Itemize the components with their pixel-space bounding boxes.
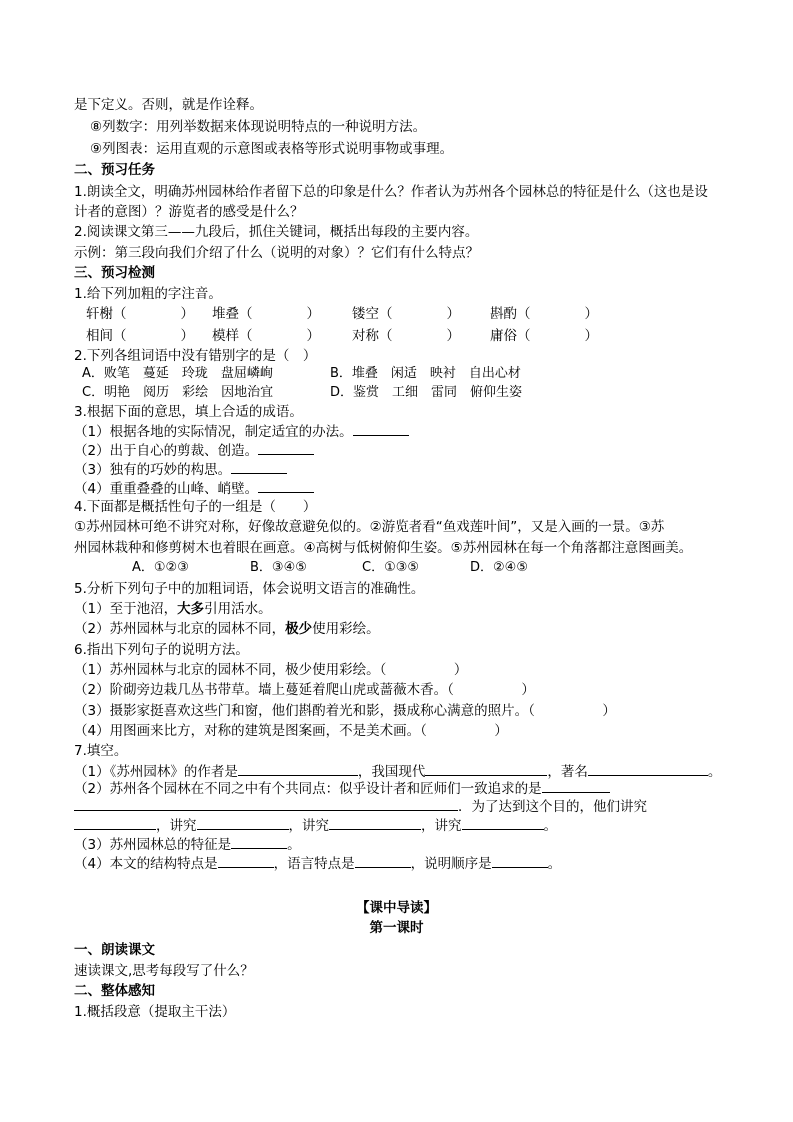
item-text: （4）重重叠叠的山峰、峭壁。 [74, 481, 259, 497]
text-line: ①苏州园林可绝不讲究对称，好像故意避免似的。②游览者看“鱼戏莲叶间”，又是入画的一景。③苏 [74, 519, 665, 535]
item-text: ，讲究 [421, 818, 462, 834]
question: 1.给下列加粗的字注音。 [74, 286, 222, 302]
text-line: 1.朗读全文，明确苏州园林给作者留下总的印象是什么？作者认为苏州各个园林总的特征是什么（这也是设 [74, 184, 708, 200]
option: A．①②③ [132, 560, 189, 575]
answer-blank[interactable] [258, 478, 314, 493]
item-text: ，著名 [547, 764, 588, 780]
item-text: （1）《苏州园林》的作者是 [74, 764, 238, 780]
answer-blank[interactable] [425, 761, 547, 776]
item-text: ，我国现代 [357, 764, 426, 780]
text-line: 速读课文,思考每段写了什么？ [74, 963, 254, 979]
section-banner: 【课中导读】 [356, 900, 437, 916]
item-text: 。 [287, 837, 301, 853]
answer-blank[interactable] [258, 440, 314, 455]
answer-blank[interactable] [218, 853, 274, 868]
option: C．明艳 阅历 彩绘 因地治宜 [82, 385, 274, 400]
bold-word: 极少 [285, 621, 313, 637]
text-line: 州园林栽种和修剪树木也着眼在画意。④高树与低树俯仰生姿。⑤苏州园林在每一个角落都注意图画美。 [74, 540, 693, 556]
item-text: 引用活水。 [204, 601, 272, 617]
pinyin-item: 镂空（ ） [352, 306, 460, 322]
answer-blank[interactable] [355, 853, 411, 868]
pinyin-item: 堆叠（ ） [212, 306, 320, 322]
question: 3.根据下面的意思，填上合适的成语。 [74, 404, 303, 420]
answer-blank[interactable] [231, 459, 287, 474]
text-line [74, 853, 561, 874]
text-line: 2.阅读课文第三——九段后，抓住关键词，概括出每段的主要内容。 [74, 224, 479, 240]
text-line: （4）用图画来比方，对称的建筑是图案画，不是美术画。（ ） [74, 723, 508, 739]
question: 4.下面都是概括性句子的一组是（ ） [74, 499, 317, 515]
pinyin-item: 对称（ ） [352, 328, 460, 344]
option: D．②④⑤ [470, 560, 528, 575]
option: B．堆叠 闲适 映衬 自出心材 [330, 366, 521, 381]
item-text: （2）出于自心的剪裁、创造。 [74, 443, 259, 459]
text-line [74, 421, 409, 442]
text-line: （2）阶砌旁边栽几丛书带草。墙上蔓延着爬山虎或蔷薇木香。（ ） [74, 682, 535, 698]
text-line [74, 440, 314, 461]
text-line: 计者的意图）？游览者的感受是什么？ [74, 204, 304, 220]
item-text: （3）苏州园林总的特征是 [74, 837, 232, 853]
item-text: （1）根据各地的实际情况，制定适宜的办法。 [74, 424, 353, 440]
item-text: （3）独有的巧妙的构思。 [74, 462, 232, 478]
answer-blank[interactable] [238, 761, 358, 776]
text-line: ⑨列图表：运用直观的示意图或表格等形式说明事物或事理。 [90, 141, 454, 157]
item-text: 使用彩绘。 [312, 621, 380, 637]
answer-blank[interactable] [353, 421, 409, 436]
item-text: ，讲究 [288, 818, 329, 834]
text-line: （3）摄影家挺喜欢这些门和窗，他们斟酌着光和影，摄成称心满意的照片。（ ） [74, 703, 616, 719]
text-line [74, 459, 287, 480]
text-line: ⑧列数字：用列举数据来体现说明特点的一种说明方法。 [90, 119, 427, 135]
text-line [74, 599, 272, 619]
item-text: ，讲究 [156, 818, 197, 834]
bold-word: 大多 [177, 601, 205, 617]
item-text: （2）苏州各个园林在不同之中有个共同点：似乎设计者和匠师们一致追求的是 [74, 781, 542, 797]
lesson-title: 第一课时 [369, 920, 424, 936]
answer-blank[interactable] [588, 761, 708, 776]
text-line [74, 478, 314, 499]
pinyin-item: 模样（ ） [212, 328, 320, 344]
section-heading: 三、预习检测 [74, 265, 155, 281]
answer-blank[interactable] [74, 796, 458, 811]
text-line [74, 834, 301, 855]
answer-blank[interactable] [197, 815, 289, 830]
item-text: （2）苏州园林与北京的园林不同， [74, 621, 286, 637]
option: D．鉴赏 工细 雷同 俯仰生姿 [330, 385, 523, 400]
item-text: 。 [707, 764, 722, 780]
text-line: 是下定义。否则，就是作诠释。 [74, 97, 263, 113]
question: 5.分析下列句子中的加粗词语，体会说明文语言的准确性。 [74, 581, 425, 597]
text-line: 示例：第三段向我们介绍了什么（说明的对象）？它们有什么特点？ [74, 245, 479, 261]
item-text: ，说明顺序是 [410, 856, 492, 872]
answer-blank[interactable] [329, 815, 421, 830]
item-text: ．为了达到这个目的，他们讲究 [458, 799, 647, 815]
item-text: ，语言特点是 [273, 856, 355, 872]
text-line [74, 619, 380, 639]
answer-blank[interactable] [542, 778, 610, 793]
item-text: （4）本文的结构特点是 [74, 856, 218, 872]
item-text: 。 [547, 856, 562, 872]
question: 2.下列各组词语中没有错别字的是（ ） [74, 348, 317, 364]
pinyin-item: 相间（ ） [86, 328, 194, 344]
question: 6.指出下列句子的说明方法。 [74, 642, 249, 658]
answer-blank[interactable] [462, 815, 544, 830]
pinyin-item: 斟酌（ ） [490, 306, 598, 322]
section-heading: 二、整体感知 [74, 983, 155, 999]
answer-blank[interactable] [492, 853, 548, 868]
item-text: （1）至于池沼， [74, 601, 178, 617]
text-line [74, 815, 557, 836]
text-line: （1）苏州园林与北京的园林不同，极少使用彩绘。（ ） [74, 662, 468, 678]
question: 7.填空。 [74, 743, 128, 759]
pinyin-item: 庸俗（ ） [490, 328, 598, 344]
option: B．③④⑤ [250, 560, 307, 575]
option: A．败笔 蔓延 玲珑 盘屈嶙峋 [82, 366, 273, 381]
section-heading: 一、朗读课文 [74, 942, 155, 958]
answer-blank[interactable] [74, 815, 156, 830]
text-line: 1.概括段意（提取主干法） [74, 1004, 236, 1020]
option: C．①③⑤ [362, 560, 420, 575]
pinyin-item: 轩榭（ ） [86, 306, 194, 322]
text-line [74, 796, 647, 817]
answer-blank[interactable] [231, 834, 287, 849]
section-heading: 二、预习任务 [74, 162, 155, 178]
item-text: 。 [543, 818, 557, 834]
